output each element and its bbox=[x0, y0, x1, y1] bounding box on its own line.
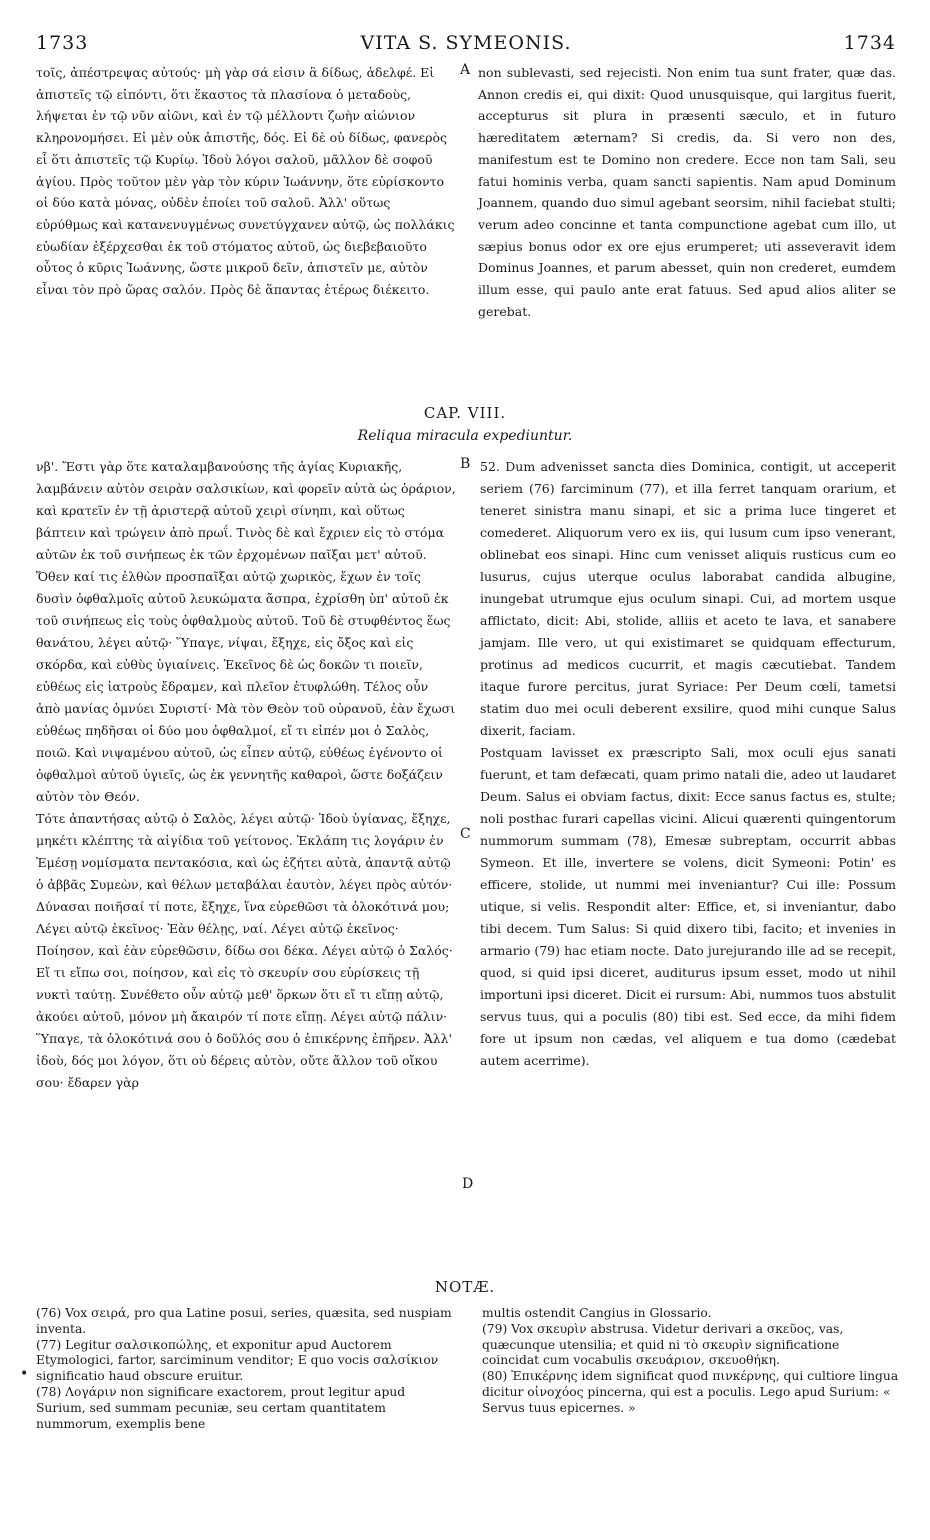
chapter-subtitle: Reliqua miracula expediuntur. bbox=[357, 428, 573, 444]
margin-marker-a: A bbox=[460, 62, 471, 78]
notes-right-column bbox=[482, 1306, 900, 1417]
margin-marker-b: B bbox=[460, 456, 471, 472]
note-78: (78) Λογάριν non significare exactorem, prout legitur apud Surium, sed summam pecuniæ, seu certam quantitatem nummorum, exemplis bene bbox=[36, 1384, 406, 1431]
note-78-continued: multis ostendit Cangius in Glossario. bbox=[482, 1306, 712, 1320]
running-header bbox=[36, 32, 896, 58]
note-80: (80) Ἐπικέρνης idem significat quod πινκέρνης, qui cultiore lingua dicitur οἰνοχόος pincerna, qui est a poculis. Lego apud Surium: « Servus tuus epicernes. » bbox=[482, 1369, 899, 1415]
greek-column-top bbox=[36, 62, 456, 301]
page-number-left: 1733 bbox=[36, 32, 89, 54]
notes-left-column bbox=[36, 1306, 456, 1432]
note-76: (76) Vox σειρά, pro qua Latine posui, series, quæsita, sed nuspiam inventa. bbox=[36, 1306, 452, 1336]
running-title: VITA S. SYMEONIS. bbox=[360, 32, 572, 54]
latin-paragraph-52a: 52. Dum advenisset sancta dies Dominica, contigit, ut acceperit seriem (76) farciminum (77), et illa ferret tanquam orarium, et teneret sinistra manu sinapi, et sic a prima luce tingeret et comederet. Aliquorum vero ex iis, qui lusum cum ipso venerant, oblinebat eos sinapi. Hinc cum venisset aliquis rusticus cum eo lusurus, cujus uterque oculus laborabat candida albugine, inungebat utrumque ejus oculum sinapi. Cui, ad mortem usque afflictato, dicit: Abi, stolide, alliis et aceto te lava, et sanabere jamjam. Ille vero, ut qui existimaret se quidquam effecturum, protinus ad medicos cucurrit, et magis cæcutiebat. Tandem itaque furore percitus, jurat Syriace: Per Deum cœli, tametsi statim duo mei oculi deberent exsilire, quod mihi cunque Salus dixerit, faciam. bbox=[480, 459, 896, 738]
greek-paragraph-52a: νβ'. Ἔστι γὰρ ὅτε καταλαμβανούσης τῆς ἁγίας Κυριακῆς, λαμβάνειν αὐτὸν σειρὰν σαλσικίων, καὶ φορεῖν αὐτὰ ὡς ὁράριον, καὶ κρατεῖν ἐν τῇ ἀριστερᾷ αὐτοῦ χειρὶ σίνηπι, καὶ οὕτως βάπτειν καὶ τρώγειν ἀπὸ πρωΐ. Τινὸς δὲ καὶ ἔχριεν εἰς τὸ στόμα αὐτῶν ἐκ τοῦ σινήπεως ἐκ τῶν ἐρχομένων παῖξαι μετ' αὐτοῦ. Ὅθεν καί τις ἐλθὼν προσπαῖξαι αὐτῷ χωρικὸς, ἔχων ἐν τοῖς δυσὶν ὀφθαλμοῖς αὐτοῦ λευκώματα ἄσπρα, ἐχρίσθη ὑπ' αὐτοῦ ἐκ τοῦ σινήπεως εἰς τοὺς ὀφθαλμοὺς αὐτοῦ. Τοῦ δὲ στυφθέντος ἕως θανάτου, λέγει αὐτῷ· Ὕπαγε, νίψαι, ἔξηχε, εἰς ὄξος καὶ εἰς σκόρδα, καὶ εὐθὺς ὑγιαίνεις. Ἐκεῖνος δὲ ὡς δοκῶν τι ποιεῖν, εὐθέως εἰς ἰατροὺς ἔδραμεν, καὶ πλεῖον ἐτυφλώθη. Τέλος οὖν ἀπὸ μανίας ὀμνύει Συριστί· Μὰ τὸν Θεὸν τοῦ οὐρανοῦ, ἐὰν ἔχωσι εὐθέως πηδῆσαι οἱ δύο μου ὀφθαλμοί, εἴ τι εἰπέν μοι ὁ Σαλὸς, ποιῶ. Καὶ νιψαμένου αὐτοῦ, ὡς εἶπεν αὐτῷ, εὐθέως ἐγένοντο οἱ ὀφθαλμοὶ αὐτοῦ ὑγιεῖς, ὡς ἐκ γεννητῆς καθαροὶ, ὥστε δοξάζειν αὐτὸν τὸν Θεόν. bbox=[36, 459, 456, 804]
greek-column-main bbox=[36, 456, 456, 1094]
chapter-title: CAP. VIII. bbox=[423, 404, 507, 422]
note-79: (79) Vox σκευρὶν abstrusa. Videtur derivari a σκεῦος, vas, quæcunque utensilia; et quid ni τὸ σκευρὶν significatione coincidat cum vocabulis σκευάριον, σκευοθήκη. bbox=[482, 1321, 844, 1368]
margin-bullet: • bbox=[20, 1366, 29, 1382]
greek-text-top: τοῖς, ἀπέστρεψας αὐτούς· μὴ γὰρ σά εἰσιν ἃ δίδως, ἀδελφέ. Εἰ ἀπιστεῖς τῷ εἰπόντι, ὅτι ἕκαστος τὰ πλασίονα ὁ μεταδοὺς, λήψεται ἐν τῷ νῦν αἰῶνι, καὶ ἐν τῷ μέλλοντι ζωὴν αἰώνιον κληρονομήσει. Εἰ μὲν οὐκ ἀπιστῆς, δός. Εἰ δὲ οὐ δίδως, φανερὸς εἶ ὅτι ἀπιστεῖς τῷ Κυρίῳ. Ἰδοὺ λόγοι σαλοῦ, μᾶλλον δὲ σοφοῦ ἁγίου. Πρὸς τοῦτον μὲν γὰρ τὸν κύριν Ἰωάννην, ὅτε εὑρίσκοντο οἱ δύο κατὰ μόνας, οὐδὲν ἐποίει τοῦ σαλοῦ. Ἀλλ' οὕτως εὐρύθμως καὶ κατανενυγμένως συνετύγχανεν αὐτῷ, ὡς πολλάκις εὐωδίαν ἐξέρχεσθαι ἐκ τοῦ στόματος αὐτοῦ, ὡς διεβεβαιοῦτο οὗτος ὁ κῦρις Ἰωάννης, ὥστε μικροῦ δεῖν, ἀπιστεῖν με, αὐτὸν εἶναι τὸν πρὸ ὥρας σαλόν. Πρὸς δὲ ἅπαντας ἑτέρως διέκειτο. bbox=[36, 65, 455, 298]
latin-paragraph-52b: Postquam lavisset ex præscripto Sali, mox oculi ejus sanati fuerunt, et tam defæcati, quam primo natali die, adeo ut laudaret Deum. Salus ei obviam factus, dixit: Ecce sanus factus es, stulte; noli posthac furari capellas vicini. Alicui quærenti quingentorum nummorum summam (78), Emesæ subreptam, occurrit abbas Symeon. Et ille, invertere se volens, dicit Symeoni: Potin' es efficere, stolide, ut nummi mei inveniantur? Cui ille: Possum utique, si velis. Respondit alter: Effice, et, si inveniantur, dabo tibi decem. Tum Salus: Si quid dixero tibi, facito; et invenies in armario (79) hac etiam nocte. Dato jurejurando ille ad se recepit, quod, si quid ipsi diceret, auditurus ipsum esset, modo ut nihil importuni ipsi diceret. Dicit ei rursum: Abi, nummos tuos abstulit servus tuus, qui a poculis (80) tibi est. Sed ecce, da mihi fidem fore ut ipsum non cædas, vel aliquem e tua domo (cædebat autem acerrime). bbox=[480, 745, 896, 1068]
page-number-right: 1734 bbox=[843, 32, 896, 54]
greek-paragraph-52b: Τότε ἀπαντήσας αὐτῷ ὁ Σαλὸς, λέγει αὐτῷ· Ἰδοὺ ὑγίανας, ἔξηχε, μηκέτι κλέπτης τὰ αἰγίδια τοῦ γείτονος. Ἐκλάπη τις λογάριν ἐν Ἐμέσῃ νομίσματα πεντακόσια, καὶ ὡς ἐζήτει αὐτὰ, ἀπαντᾷ αὐτῷ ὁ ἀββᾶς Συμεὼν, καὶ θέλων μεταβάλαι ἑαυτὸν, λέγει πρὸς αὐτόν· Δύνασαι ποιῆσαί τί ποτε, ἔξηχε, ἵνα εὑρεθῶσι τὰ ὁλοκότινά μου; Λέγει αὐτῷ ἐκεῖνος· Ἐὰν θέλῃς, ναί. Λέγει αὐτῷ ἐκεῖνος· Ποίησον, καὶ ἐὰν εὑρεθῶσιν, δίδω σοι δέκα. Λέγει αὐτῷ ὁ Σαλός· Εἴ τι εἴπω σοι, ποίησον, καὶ εἰς τὸ σκευρίν σου εὑρίσκεις τῇ νυκτὶ ταύτῃ. Συνέθετο οὖν αὐτῷ μεθ' ὅρκων ὅτι εἴ τι εἴπῃ αὐτῷ, ἀκούει αὐτοῦ, μόνον μὴ ἄκαιρόν τί ποτε εἴπῃ. Λέγει αὐτῷ πάλιν· Ὕπαγε, τὰ ὁλοκότινά σου ὁ δοῦλός σου ὁ ἐπικέρνης ἐπῆρεν. Ἀλλ' ἰδοὺ, δός μοι λόγον, ὅτι οὐ δέρεις αὐτὸν, οὔτε ἄλλον τοῦ οἴκου σου· ἔδαρεν γὰρ bbox=[36, 811, 453, 1090]
margin-marker-c: C bbox=[460, 826, 471, 842]
latin-column-main bbox=[480, 456, 896, 1072]
latin-text-top: non sublevasti, sed rejecisti. Non enim tua sunt frater, quæ das. Annon credis ei, qui dixit: Quod unusquisque, qui largitus fuerit, accepturus sit plura in præsenti sæculo, et in futuro hæreditatem æternam? Si credis, da. Si vero non des, manifestum est te Domino non credere. Ecce non tam Sali, seu fatui hominis verba, quam sancti sapientis. Nam apud Dominum Joannem, quando duo simul agebant seorsim, nihil faciebat stulti; verum adeo concinne et tanta compunctione agebat cum illo, ut sæpius bonus odor ex ore ejus erumperet; uti asseveravit idem Dominus Joannes, et parum abesset, quin non crederet, eumdem illum esse, qui paulo ante erat fatuus. Sed apud alios aliter se gerebat. bbox=[478, 65, 896, 319]
latin-column-top bbox=[478, 62, 896, 322]
notes-heading: NOTÆ. bbox=[434, 1278, 496, 1296]
margin-marker-d: D bbox=[462, 1176, 474, 1192]
note-77: (77) Legitur σαλσικοπώλης, et exponitur apud Auctorem Etymologici, fartor, sarciminum venditor; E quo vocis σαλσίκιον significatio haud obscure eruitur. bbox=[36, 1337, 439, 1384]
